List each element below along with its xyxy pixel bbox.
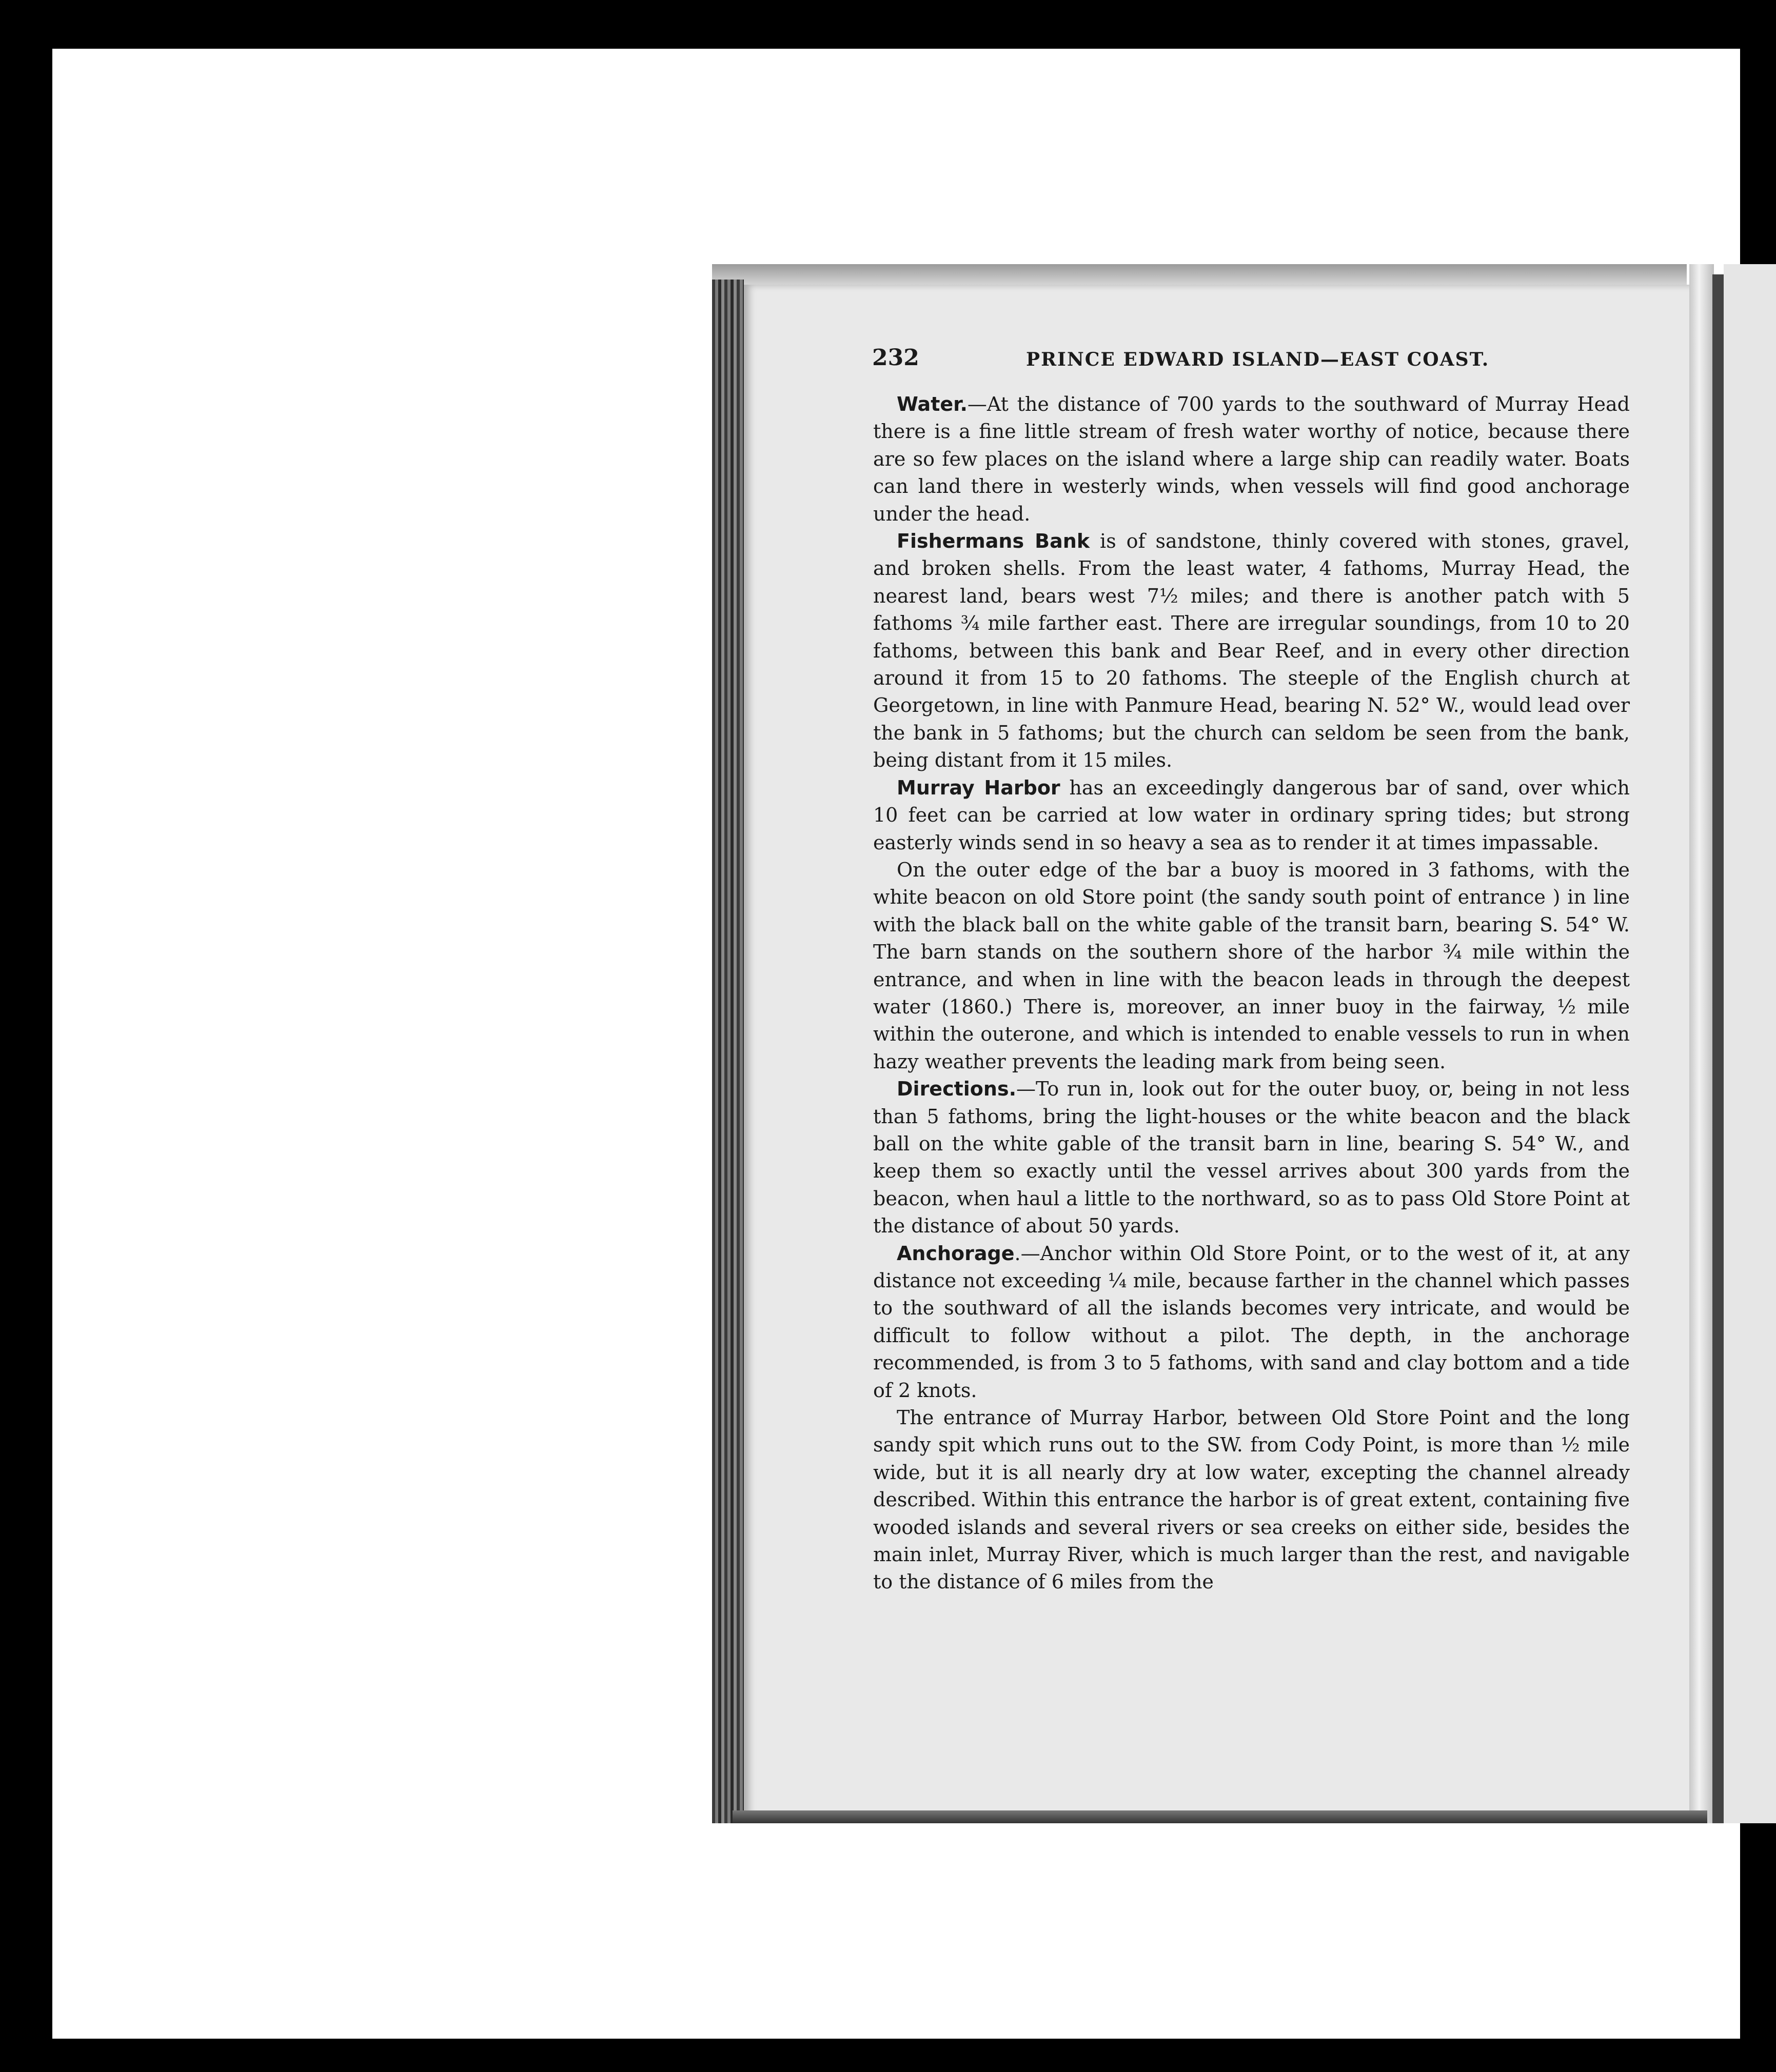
running-head-title: PRINCE EDWARD ISLAND—EAST COAST.: [1026, 349, 1490, 370]
paragraph-text: is of sandstone, thinly covered with stones, gravel, and broken shells. From the least water, 4 fathoms, Murray Head, the nearest land, bears west 7½ miles; and there is another patch with 5 fathoms ¾ mile farther east. There are irregular soundings, from 10 to 20 fathoms, between this bank and Bear Reef, and in every other direction around it from 15 to 20 fathoms. The steeple of the English church at Georgetown, in line with Panmure Head, bearing N. 52° W., would lead over the bank in 5 fathoms; but the church can seldom be seen from the bank, being distant from it 15 miles.: [873, 530, 1630, 772]
book-spine: [712, 280, 744, 1823]
paragraph-text: On the outer edge of the bar a buoy is moored in 3 fathoms, with the white beacon on old Store point (the sandy south point of entrance ) in line with the black ball on the white gable of the transit barn, bearing S. 54° W. The barn stands on the southern shore of the harbor ¾ mile within the entrance, and when in line with the beacon leads in through the deepest water (1860.) There is, moreover, an inner buoy in the fairway, ½ mile within the outerone, and which is intended to enable vessels to run in when hazy weather prevents the leading mark from being seen.: [873, 858, 1630, 1073]
paragraph-text: The entrance of Murray Harbor, between Old Store Point and the long sandy spit which runs out to the SW. from Cody Point, is more than ½ mile wide, but it is all nearly dry at low water, excepting the channel already described. Within this entrance the harbor is of great extent, containing five wooded islands and several rivers or sea creeks on either side, besides the main inlet, Murray River, which is much larger than the rest, and navigable to the distance of 6 miles from the: [873, 1406, 1630, 1593]
page-edge: [1689, 264, 1714, 1823]
paragraph-text: has an exceedingly dangerous bar of sand, over which 10 feet can be carried at low water in ordinary spring tides; but strong easterly winds send in so heavy a sea as to render it at times impassable.: [873, 776, 1630, 854]
paragraph-anchorage: [873, 1240, 1630, 1404]
facing-page: [1724, 264, 1776, 1823]
paragraph-text: —At the distance of 700 yards to the southward of Murray Head there is a fine little stream of fresh water worthy of notice, because there are so few places on the island where a large ship can readily water. Boats can land there in westerly winds, when vessels will find good anchorage under the head.: [873, 393, 1630, 525]
paragraph-entrance: [873, 1404, 1630, 1596]
paragraph-heading: Directions.: [897, 1078, 1017, 1101]
paragraph-heading: Murray Harbor: [897, 776, 1060, 799]
running-head: [872, 345, 1629, 375]
body-text: [873, 391, 1630, 1596]
paragraph-buoy: [873, 856, 1630, 1075]
paragraph-heading: Fishermans Bank: [897, 530, 1090, 553]
gutter: [1712, 274, 1724, 1823]
paragraph-directions: [873, 1075, 1630, 1240]
page-number: 232: [872, 345, 919, 371]
paragraph-heading: Anchorage: [897, 1242, 1015, 1265]
paragraph-water: [873, 391, 1630, 528]
paragraph-text: .—Anchor within Old Store Point, or to the west of it, at any distance not exceeding ¼ mile, because farther in the channel which passes to the southward of all the islands becomes very intricate, and would be difficult to follow without a pilot. The depth, in the anchorage recommended, is from 3 to 5 fathoms, with sand and clay bottom and a tide of 2 knots.: [873, 1242, 1630, 1402]
paragraph-heading: Water.: [897, 393, 968, 415]
book-cover-top: [712, 264, 1687, 285]
paragraph-murray-harbor: [873, 774, 1630, 856]
paragraph-fishermans-bank: [873, 528, 1630, 774]
paragraph-text: —To run in, look out for the outer buoy, or, being in not less than 5 fathoms, bring the light-houses or the white beacon and the black ball on the white gable of the transit barn in line, bearing S. 54° W., and keep them so exactly until the vessel arrives about 300 yards from the beacon, when haul a little to the northward, so as to pass Old Store Point at the distance of about 50 yards.: [873, 1078, 1630, 1238]
book-cover-bottom: [733, 1810, 1707, 1823]
